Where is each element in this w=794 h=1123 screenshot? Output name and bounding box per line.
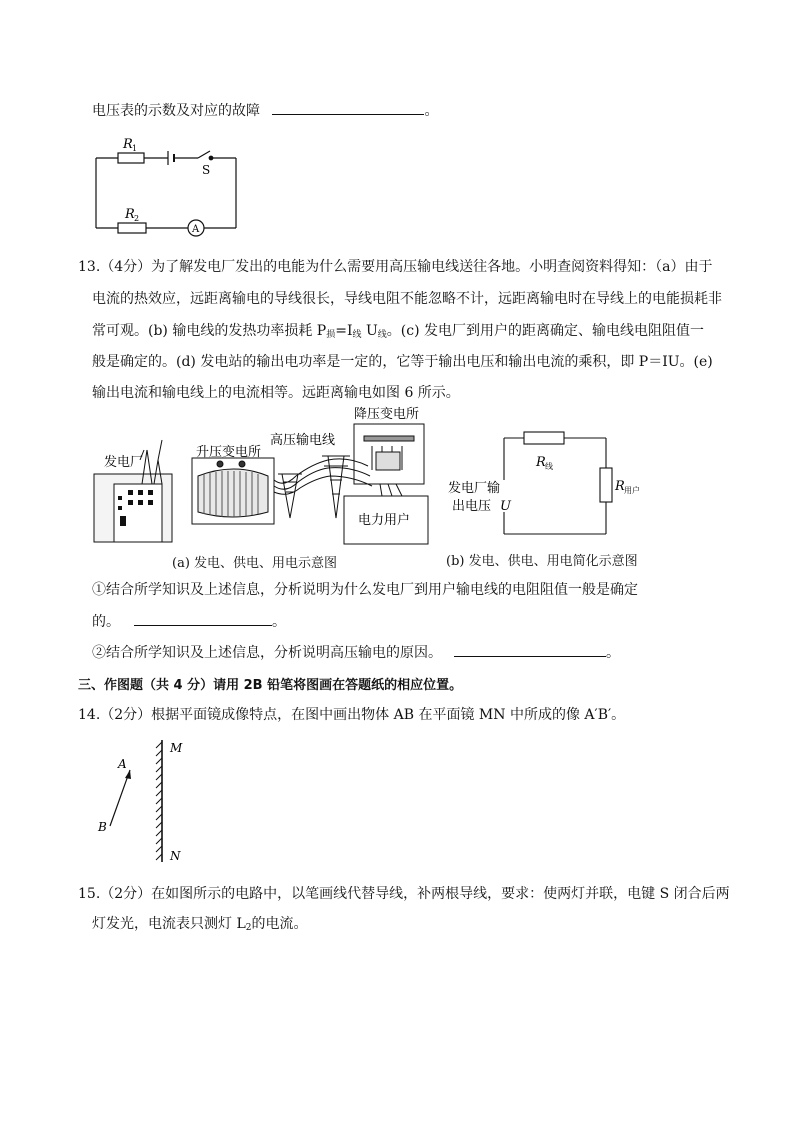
point-b-label: B: [98, 820, 107, 834]
point-n-label: N: [170, 849, 181, 863]
q13-sub1-end: 。: [272, 614, 286, 630]
answer-blank[interactable]: [272, 100, 424, 115]
point-m-label: M: [170, 741, 183, 755]
q13-line1: 13.（4分）为了解发电厂发出的电能为什么需要用高压输电线送往各地。小明查阅资料得知：（a）由于: [78, 259, 713, 275]
answer-blank[interactable]: [454, 642, 606, 657]
point-a-label: A: [118, 757, 127, 771]
label-step-down: 降压变电所: [354, 407, 420, 422]
q12-tail-text: 电压表的示数及对应的故障: [92, 103, 260, 119]
caption-a: (a) 发电、供电、用电示意图: [172, 556, 338, 571]
q13-line3-c: U: [361, 323, 378, 339]
q13-sub-line2: 线: [377, 330, 387, 340]
q15-line2-b: 的电流。: [251, 916, 308, 932]
q13-line4: 般是确定的。(d) 发电站的输出电功率是一定的，它等于输出电压和输出电流的乘积，即 P＝IU。(e): [92, 354, 713, 370]
r-line-label: R: [536, 455, 546, 470]
q15-line1: 15.（2分）在如图所示的电路中，以笔画线代替导线，补两根导线，要求：使两灯并联，电键 S 闭合后两: [78, 886, 730, 902]
label-power-plant: 发电厂: [104, 455, 144, 470]
q13-line3-b: =I: [335, 323, 353, 339]
q13-line3-d: 。(c) 发电厂到用户的距离确定、输电线电阻阻值一: [386, 323, 704, 339]
r1-sub: 1: [132, 144, 138, 153]
q13-sub1-line2: [92, 611, 286, 632]
q12-circuit-figure: [90, 132, 250, 242]
figure-b-simplified-circuit: [444, 428, 640, 540]
q12-tail-end: 。: [424, 103, 439, 119]
label-output-1: 发电厂输: [448, 481, 501, 496]
q13-sub2-text: ②结合所学知识及上述信息，分析说明高压输电的原因。: [92, 645, 442, 661]
label-hv-line: 高压输电线: [270, 433, 336, 448]
r-line-sub: 线: [545, 462, 553, 471]
q13-line3: [92, 321, 704, 345]
section3-heading: 三、作图题（共 4 分）请用 2B 铅笔将图画在答题纸的相应位置。: [78, 678, 463, 693]
q13-sub1-line1: ①结合所学知识及上述信息，分析说明为什么发电厂到用户输电线的电阻阻值一般是确定: [92, 582, 638, 598]
q13-line5: 输出电流和输电线上的电流相等。远距离输电如图 6 所示。: [92, 385, 460, 401]
caption-b: (b) 发电、供电、用电简化示意图: [446, 554, 638, 569]
q13-sub-line1: 线: [352, 330, 362, 340]
q14-text: 14.（2分）根据平面镜成像特点，在图中画出物体 AB 在平面镜 MN 中所成的像 A′B′。: [78, 707, 626, 723]
label-user: 电力用户: [358, 513, 411, 528]
q13-sub2-end: 。: [606, 645, 620, 661]
label-step-up: 升压变电所: [196, 445, 262, 460]
r-user-sub: 用户: [624, 486, 640, 495]
q13-sub2-line: [92, 642, 620, 663]
r2-label: R: [125, 207, 135, 222]
q15-line2-a: 灯发光，电流表只测灯 L: [92, 916, 246, 932]
label-output-2: 出电压: [452, 499, 492, 514]
q14-mirror-figure: [92, 738, 202, 866]
q13-sub1-line2-text: 的。: [92, 614, 120, 630]
q15-sub: 2: [245, 923, 252, 933]
q12-tail-line: [92, 100, 438, 121]
answer-blank[interactable]: [134, 611, 272, 626]
q13-line2: 电流的热效应，远距离输电的导线很长，导线电阻不能忽略不计，远距离输电时在导线上的电能损耗非: [92, 291, 722, 307]
figure-a-illustration: [92, 400, 432, 550]
q13-line3-a: 常可观。(b) 输电线的发热功率损耗 P: [92, 323, 327, 339]
q15-line2: [92, 914, 307, 938]
label-output-u: U: [500, 499, 511, 514]
q13-sub-loss: 损: [326, 330, 336, 340]
r-user-label: R: [615, 479, 625, 494]
ammeter-label: A: [192, 224, 200, 235]
switch-label: S: [202, 163, 211, 177]
r2-sub: 2: [134, 214, 140, 223]
r1-label: R: [123, 137, 133, 152]
